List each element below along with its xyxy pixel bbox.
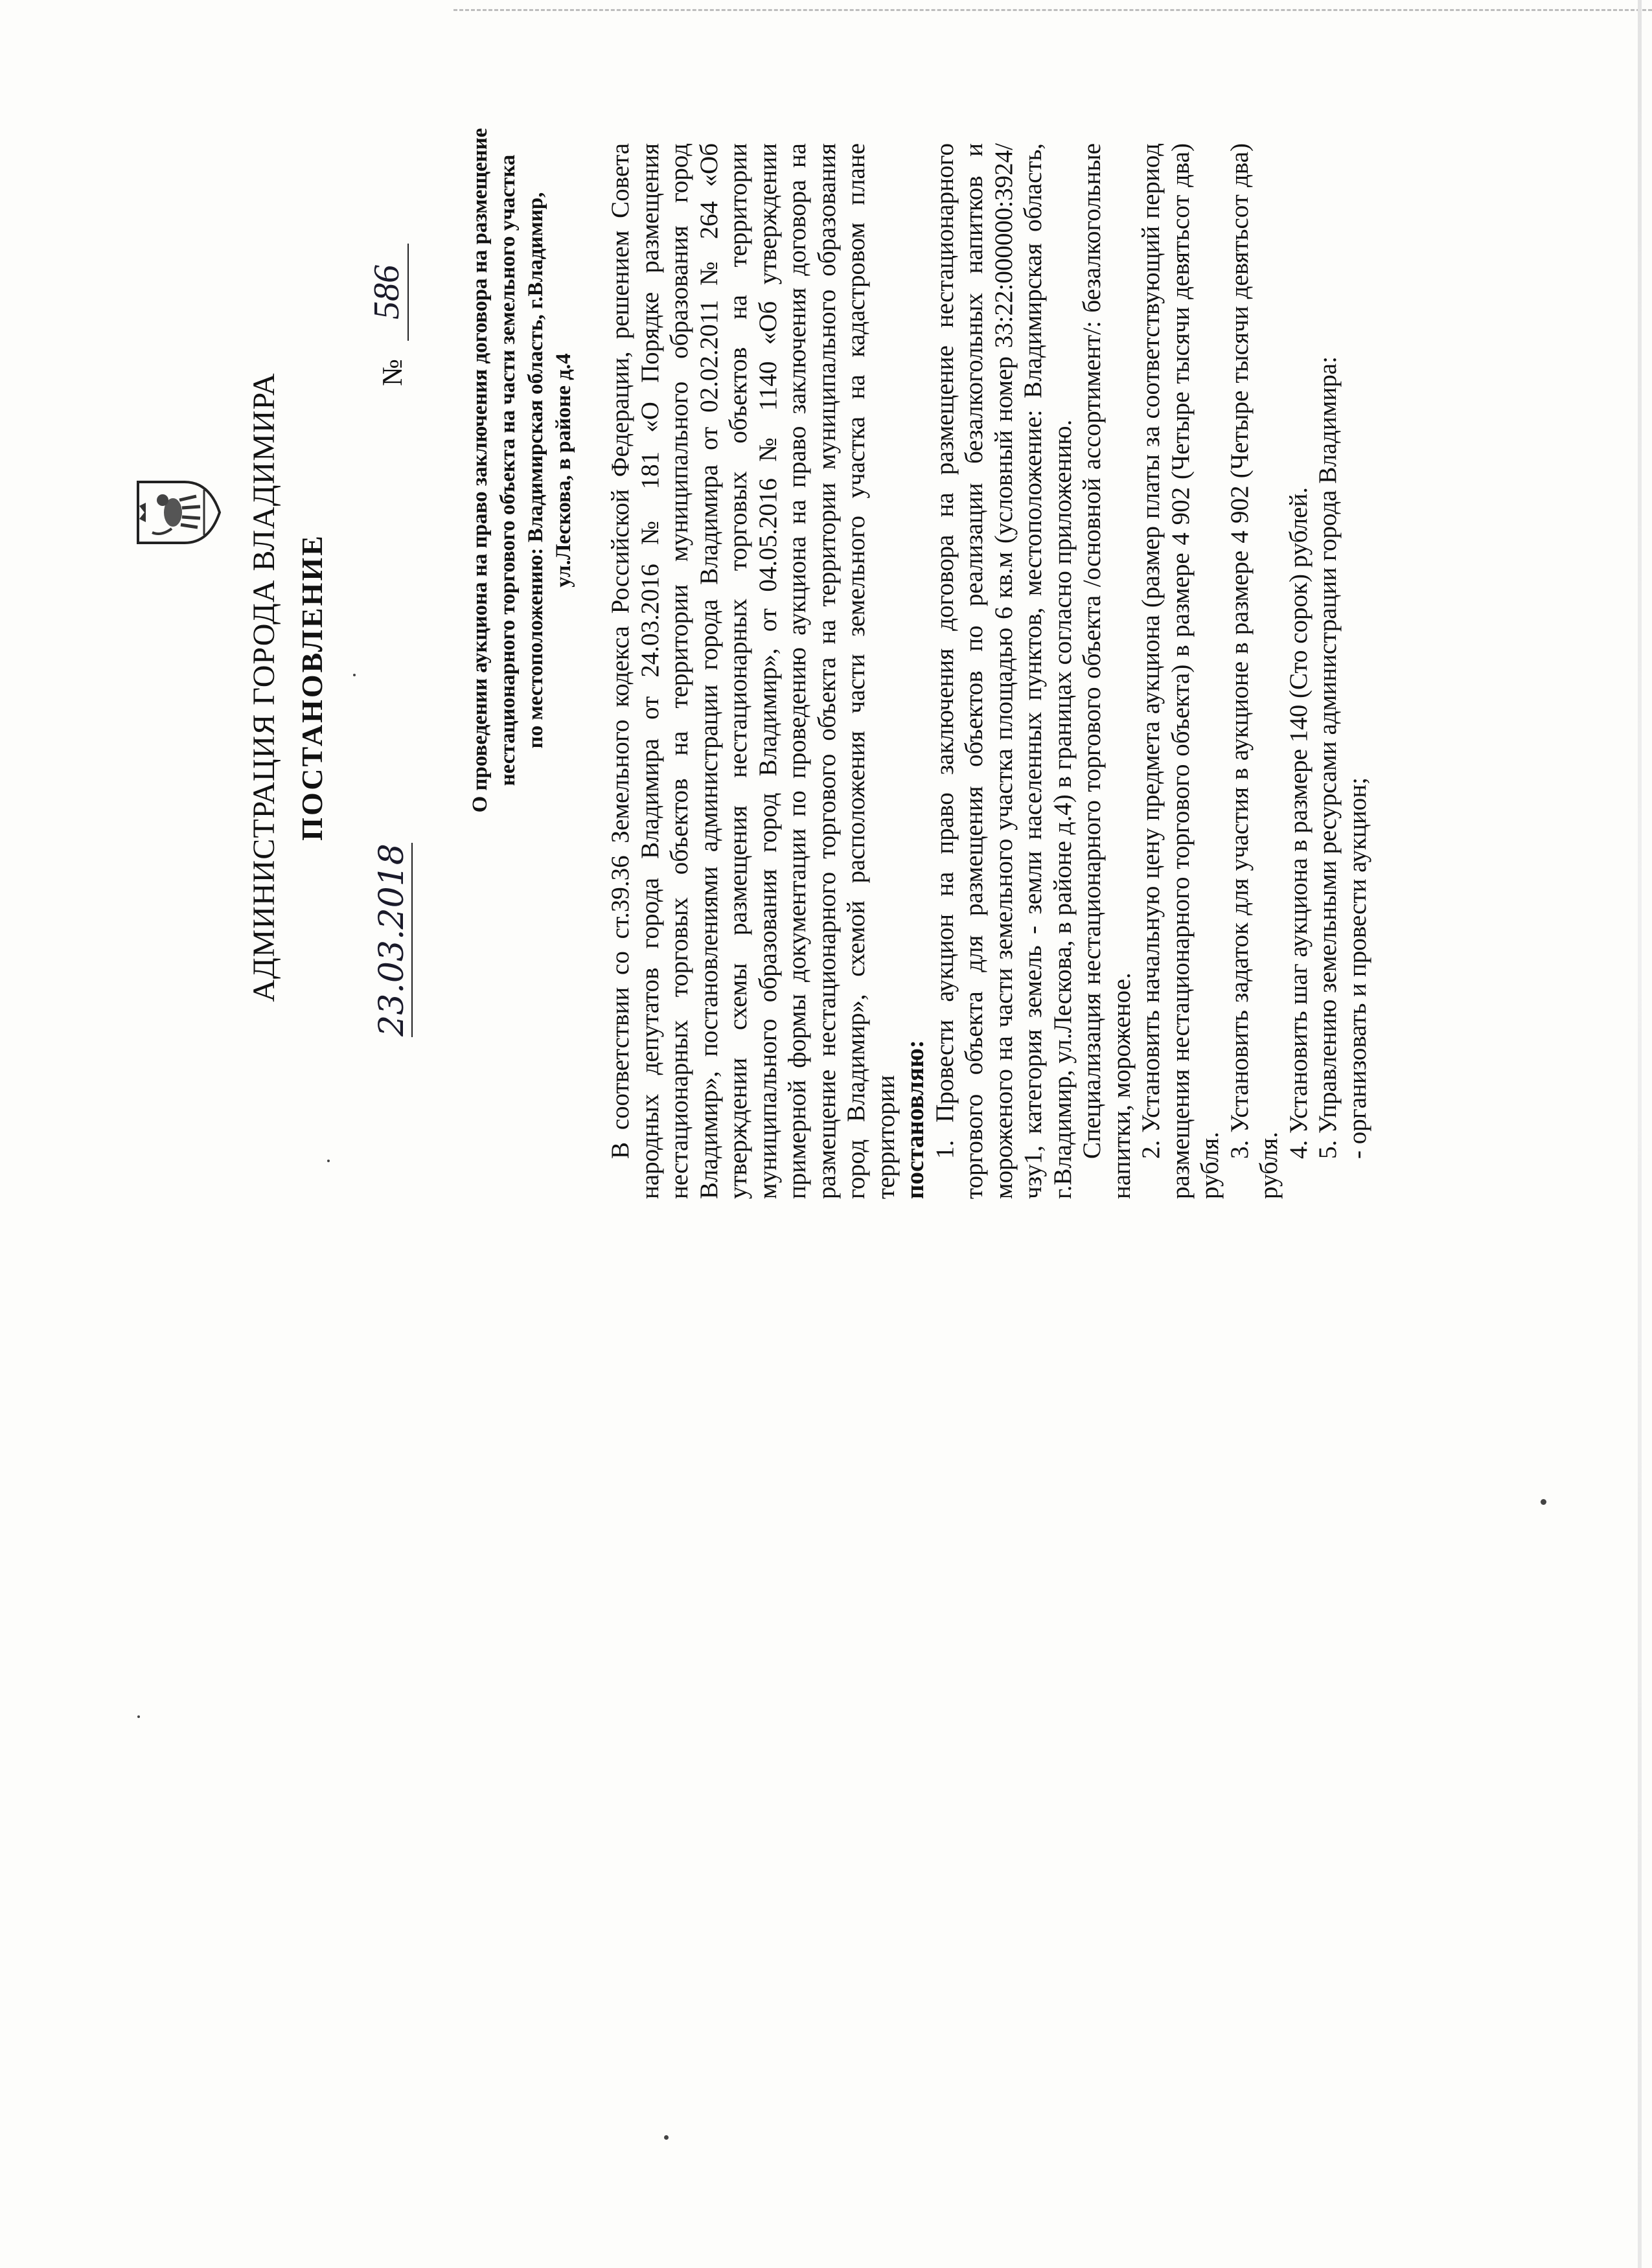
resolution-item: Специализация нестационарного торгового объекта /основной ассортимент/: безалкогольные напитки, мороженое. xyxy=(1078,143,1136,1199)
city-coat-of-arms-icon xyxy=(133,477,224,548)
document-title-line: нестационарного торгового объекта на части земельного участка xyxy=(496,154,520,786)
resolution-item: - организовать и провести аукцион; xyxy=(1343,777,1371,1159)
document-title-line: О проведении аукциона на право заключения договора на размещение xyxy=(468,128,492,813)
resolution-item: 5. Управлению земельными ресурсами администрации города Владимира: xyxy=(1314,356,1342,1159)
document-title-line: ул.Лескова, в районе д.4 xyxy=(552,353,575,588)
organization-name: АДМИНИСТРАЦИЯ ГОРОДА ВЛАДИМИРА xyxy=(247,372,281,1002)
resolution-item: 2. Установить начальную цену предмета аукциона (размер платы за соответствующий период размещения нестационарного торгового объекта) в размере 4 902 (Четыре тысячи девятьсот два) рубля. xyxy=(1137,143,1224,1199)
decree-word: постановляю: xyxy=(901,1040,929,1199)
resolution-item: 4. Установить шаг аукциона в размере 140 (Сто сорок) рублей. xyxy=(1284,487,1313,1159)
document-number: 586 xyxy=(366,244,409,341)
document-title xyxy=(466,98,578,843)
document-title-line: по местоположению: Владимирская область, г.Владимир, xyxy=(524,192,547,749)
document-date: 23.03.2018 xyxy=(373,843,411,1037)
document-body xyxy=(606,143,1372,1199)
document-type-heading: ПОСТАНОВЛЕНИЕ xyxy=(295,534,328,841)
preamble-paragraph: В соответствии со ст.39.36 Земельного кодекса Российской Федерации, решением Совета народных депутатов города Владимира от 24.03.2016 № 181 «О Порядке размещения нестационарных торговых объектов на территории муниципального образования город Владимир», постановлениями администрации города Владимира от 02.02.2011 № 264 «Об утверждении схемы размещения нестационарных торговых объектов на территории муниципального образования город Владимир», от 04.05.2016 № 1140 «Об утверждении примерной формы документации по проведению аукциона на право заключения договора на размещение нестационарного торгового объекта на территории муниципального образования город Владимир», схемой расположения части земельного участка на кадастровом плане территории xyxy=(606,143,900,1199)
resolution-item: 1. Провести аукцион на право заключения договора на размещение нестационарного торгового объекта для размещения объектов по реализации безалкогольных напитков и мороженого на части земельного участка площадью 6 кв.м (условный номер 33:22:000000:3924/чзу1, категория земель - земли населенных пунктов, местоположение: Владимирская область, г.Владимир, ул.Лескова, в районе д.4) в границах согласно приложению. xyxy=(930,143,1077,1199)
document-number-label: № xyxy=(376,359,408,386)
resolution-item: 3. Установить задаток для участия в аукционе в размере 4 902 (Четыре тысячи девятьсот два) рубля. xyxy=(1225,143,1283,1199)
